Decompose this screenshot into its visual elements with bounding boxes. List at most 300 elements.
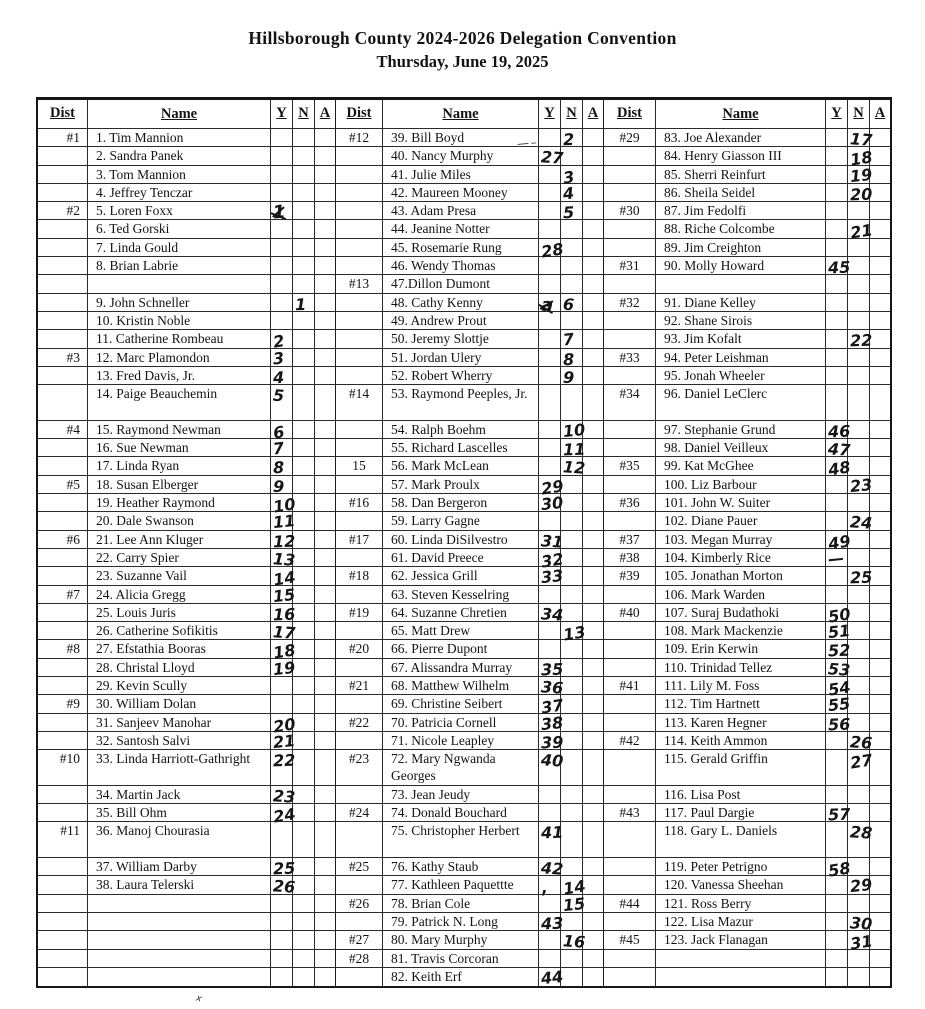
- name-text: 50. Jeremy Slottje: [391, 331, 489, 347]
- name-cell: [656, 586, 826, 603]
- name-cell: [383, 494, 539, 511]
- table-row: [604, 147, 890, 170]
- dist-text: #2: [66, 203, 80, 219]
- name-text: 35. Bill Ohm: [96, 805, 167, 821]
- handwritten-tally-n: 6: [562, 294, 575, 315]
- table-row: [604, 457, 890, 481]
- vote-n-cell: [293, 732, 315, 749]
- handwritten-tally-n: 23: [849, 474, 874, 496]
- vote-y-cell: [539, 604, 564, 625]
- vote-a-cell: [315, 421, 335, 438]
- handwritten-tally-y: 48: [826, 457, 852, 481]
- name-cell: [88, 677, 271, 694]
- vote-y-cell: [271, 367, 293, 388]
- dist-cell: [336, 695, 383, 712]
- name-cell: [88, 714, 271, 731]
- handwritten-tally-y: 8: [272, 458, 285, 478]
- vote-y-cell: [271, 421, 293, 443]
- handwritten-tally-y: 3: [271, 348, 286, 369]
- vote-n-cell: [293, 750, 315, 785]
- vote-a-cell: [583, 586, 603, 603]
- vote-y-cell: [539, 695, 565, 718]
- name-text: 17. Linda Ryan: [96, 458, 180, 474]
- vote-a-cell: [583, 677, 603, 694]
- table-row: [604, 567, 890, 588]
- vote-y-cell: [271, 184, 293, 201]
- vote-n-cell: [293, 220, 315, 237]
- vote-a-cell: [315, 129, 335, 146]
- name-text: 115. Gerald Griffin: [664, 751, 768, 767]
- name-text: 58. Dan Bergeron: [391, 495, 488, 511]
- vote-a-cell: [583, 604, 603, 621]
- vote-n-cell: [848, 622, 870, 639]
- dist-cell: [38, 166, 88, 183]
- handwritten-tally-y: 14: [271, 567, 297, 590]
- dist-text: #44: [619, 895, 640, 911]
- name-cell: [383, 202, 539, 219]
- name-cell: [383, 714, 539, 731]
- vote-a-cell: [870, 659, 890, 676]
- vote-n-cell: [293, 312, 315, 329]
- vote-n-cell: [561, 659, 583, 676]
- dist-cell: [604, 549, 656, 566]
- dist-cell: [38, 421, 88, 438]
- handwritten-tally-n: 4: [561, 183, 576, 204]
- name-cell: [88, 239, 271, 256]
- handwritten-tally-y: 26: [272, 876, 296, 898]
- dist-cell: [38, 822, 88, 857]
- table-row: [604, 312, 890, 330]
- name-text: 67. Alissandra Murray: [391, 659, 513, 675]
- vote-a-cell: [315, 549, 335, 566]
- dist-cell: [336, 732, 383, 749]
- vote-a-cell: [583, 330, 603, 347]
- dist-text: #9: [66, 696, 80, 712]
- handwritten-tally-y: 24: [271, 804, 297, 827]
- vote-a-cell: [870, 604, 890, 621]
- vote-y-cell: [826, 658, 851, 680]
- vote-n-cell: [293, 367, 315, 384]
- handwritten-tally-y: 31: [540, 530, 564, 552]
- name-text: 94. Peter Leishman: [664, 349, 769, 365]
- handwritten-tally-y: 30: [540, 492, 565, 515]
- handwritten-tally-n: 17: [849, 129, 873, 150]
- handwritten-tally-y: 15: [272, 584, 297, 606]
- name-text: 33. Linda Harriott-Gathright: [96, 751, 251, 767]
- handwritten-tally-y: 45: [827, 257, 851, 278]
- dist-text: #24: [348, 805, 370, 821]
- name-text: 26. Catherine Sofikitis: [96, 623, 218, 639]
- vote-y-cell: [539, 512, 561, 529]
- name-cell: [656, 184, 826, 201]
- vote-y-cell: [271, 494, 297, 517]
- vote-n-cell: [848, 312, 870, 329]
- name-cell: [383, 604, 539, 621]
- table-row: [604, 275, 890, 293]
- handwritten-tally-y: 43: [540, 913, 564, 934]
- name-cell: [383, 129, 539, 151]
- name-cell: [88, 220, 271, 237]
- column-header-dist: Dist: [336, 100, 383, 128]
- dist-cell: [336, 586, 383, 603]
- name-cell: [656, 895, 826, 912]
- dist-cell: [336, 439, 383, 456]
- vote-y-cell: [539, 677, 564, 698]
- name-text: 6. Ted Gorski: [96, 221, 170, 237]
- name-cell: [656, 294, 826, 311]
- dist-text: #41: [619, 678, 640, 693]
- name-cell: [656, 732, 826, 749]
- table-row: [604, 385, 890, 421]
- vote-n-cell: [293, 640, 315, 657]
- vote-y-cell: [271, 968, 293, 986]
- name-cell: [88, 822, 271, 857]
- vote-y-cell: [539, 275, 561, 292]
- name-cell: [88, 275, 271, 292]
- vote-a-cell: [583, 695, 603, 712]
- vote-n-cell: [848, 895, 870, 912]
- vote-a-cell: [870, 732, 890, 749]
- name-cell: [383, 385, 539, 420]
- dist-text: #43: [619, 805, 640, 821]
- dist-cell: [38, 367, 88, 384]
- dist-cell: [336, 129, 383, 146]
- dist-cell: [38, 714, 88, 731]
- vote-y-cell: [271, 622, 296, 643]
- vote-y-cell: [826, 257, 851, 278]
- vote-n-cell: [561, 312, 583, 329]
- dist-cell: [604, 512, 656, 529]
- dist-cell: [38, 184, 88, 201]
- dist-cell: [336, 494, 383, 511]
- dist-cell: [336, 950, 383, 967]
- handwritten-tally-y: 22: [272, 750, 296, 771]
- vote-y-cell: [826, 349, 848, 366]
- vote-n-cell: [561, 876, 587, 900]
- dist-cell: [38, 147, 88, 164]
- vote-y-cell: [539, 804, 561, 821]
- dist-cell: [604, 476, 656, 493]
- vote-y-cell: [826, 457, 852, 481]
- vote-y-cell: [826, 677, 852, 700]
- table-row: [38, 312, 335, 330]
- table-row: [336, 895, 603, 913]
- table-row: [336, 566, 603, 588]
- vote-y-cell: [539, 659, 564, 680]
- vote-n-cell: [293, 567, 315, 584]
- dist-cell: [38, 275, 88, 292]
- vote-a-cell: [583, 531, 603, 548]
- name-text: 79. Patrick N. Long: [391, 914, 498, 930]
- table-row: [38, 367, 335, 388]
- name-cell: [88, 950, 271, 967]
- table-row: [336, 220, 603, 238]
- vote-n-cell: [293, 476, 315, 493]
- handwritten-tally-y: 13: [272, 549, 296, 570]
- name-text: 81. Travis Corcoran: [391, 950, 499, 966]
- vote-n-cell: [848, 202, 870, 219]
- name-cell: [383, 512, 539, 529]
- dist-cell: [38, 294, 88, 311]
- dist-cell: [38, 330, 88, 347]
- name-cell: [383, 549, 539, 566]
- dist-text: #39: [619, 568, 640, 584]
- dist-cell: [336, 640, 383, 657]
- dist-text: #34: [619, 386, 640, 402]
- name-text: 64. Suzanne Chretien: [391, 604, 507, 620]
- vote-a-cell: [315, 640, 335, 657]
- handwritten-tally-y: 55: [827, 694, 852, 716]
- handwritten-tally-y: 47: [827, 439, 851, 460]
- dist-cell: [38, 202, 88, 219]
- table-row: [38, 385, 335, 421]
- handwritten-tally-y: 33: [540, 566, 565, 588]
- vote-n-cell: [293, 659, 315, 676]
- vote-n-cell: [561, 294, 583, 315]
- dist-cell: [604, 421, 656, 438]
- dist-cell: [38, 129, 88, 146]
- vote-n-cell: [848, 549, 870, 566]
- handwritten-tally-y: 25: [272, 858, 296, 879]
- vote-a-cell: [315, 732, 335, 749]
- name-cell: [88, 586, 271, 603]
- dist-cell: [604, 640, 656, 657]
- handwritten-tally-n: 2: [562, 129, 575, 150]
- table-row: [604, 694, 890, 716]
- vote-y-cell: [826, 166, 848, 183]
- name-cell: [88, 257, 271, 274]
- vote-n-cell: [561, 494, 583, 511]
- vote-a-cell: [315, 385, 335, 420]
- vote-y-cell: [271, 950, 293, 967]
- vote-y-cell: [271, 201, 293, 224]
- vote-n-cell: [293, 129, 315, 146]
- name-text: 75. Christopher Herbert: [391, 823, 520, 839]
- name-cell: [383, 876, 539, 893]
- name-cell: [383, 732, 539, 749]
- name-cell: [383, 804, 539, 821]
- table-row: [38, 476, 335, 497]
- handwritten-tally-y: 1: [271, 201, 287, 224]
- vote-a-cell: [315, 330, 335, 347]
- vote-n-cell: [293, 512, 315, 529]
- name-cell: [88, 385, 271, 420]
- dist-cell: [38, 439, 88, 456]
- name-text: 97. Stephanie Grund: [664, 421, 776, 437]
- vote-y-cell: [539, 895, 561, 912]
- vote-a-cell: [870, 312, 890, 329]
- vote-a-cell: [315, 239, 335, 256]
- table-row: [604, 786, 890, 804]
- dist-text: #40: [619, 604, 640, 620]
- table-group-3: [604, 100, 890, 986]
- vote-n-cell: [561, 385, 583, 420]
- name-text: 42. Maureen Mooney: [391, 184, 508, 200]
- vote-n-cell: [561, 732, 583, 749]
- handwritten-tally-y: 57: [827, 804, 851, 825]
- table-row: [604, 421, 890, 442]
- handwritten-tally-n: 24: [849, 512, 873, 534]
- handwritten-tally-y: 50: [826, 604, 852, 627]
- vote-y-cell: [826, 786, 848, 803]
- name-text: 9. John Schneller: [96, 294, 190, 310]
- vote-y-cell: [826, 586, 848, 603]
- vote-a-cell: [315, 457, 335, 474]
- vote-a-cell: [583, 968, 603, 986]
- vote-y-cell: [539, 457, 561, 474]
- handwritten-tally-n: 1: [294, 294, 307, 314]
- dist-text: #45: [619, 932, 640, 948]
- vote-a-cell: [583, 640, 603, 657]
- table-row: [336, 530, 603, 552]
- vote-y-cell: [826, 385, 848, 420]
- vote-a-cell: [315, 367, 335, 384]
- name-cell: [656, 604, 826, 621]
- vote-y-cell: [539, 950, 561, 967]
- name-cell: [383, 147, 539, 164]
- vote-a-cell: [315, 567, 335, 584]
- vote-a-cell: [870, 950, 890, 967]
- dist-cell: [604, 184, 656, 201]
- vote-a-cell: [583, 147, 603, 164]
- vote-n-cell: [293, 494, 315, 511]
- vote-a-cell: [583, 714, 603, 731]
- vote-a-cell: [870, 786, 890, 803]
- vote-y-cell: [539, 367, 561, 384]
- dist-cell: [336, 913, 383, 930]
- vote-y-cell: [271, 511, 297, 533]
- dist-text: 15: [352, 458, 366, 474]
- vote-n-cell: [293, 714, 315, 731]
- handwritten-tally-n: 3: [561, 166, 576, 188]
- vote-n-cell: [561, 183, 583, 204]
- vote-n-cell: [561, 931, 586, 953]
- handwritten-tally-y: 11: [272, 511, 297, 533]
- name-text: 82. Keith Erf: [391, 968, 462, 984]
- vote-a-cell: [870, 750, 890, 785]
- vote-y-cell: [826, 950, 848, 967]
- name-text: 38. Laura Telerski: [96, 877, 195, 893]
- vote-a-cell: [870, 494, 890, 511]
- vote-n-cell: [848, 786, 870, 803]
- vote-n-cell: [848, 913, 873, 934]
- name-cell: [383, 622, 539, 639]
- handwritten-tally-n: 31: [848, 931, 874, 954]
- handwritten-tally-n: 28: [849, 822, 873, 844]
- vote-n-cell: [293, 968, 315, 986]
- vote-n-cell: [561, 677, 583, 694]
- dist-cell: [38, 567, 88, 584]
- name-cell: [656, 349, 826, 366]
- table-row: [604, 732, 890, 753]
- name-text: 5. Loren Foxx: [96, 203, 173, 219]
- name-text: 10. Kristin Noble: [96, 312, 191, 328]
- name-text: 3. Tom Mannion: [96, 166, 186, 182]
- vote-y-cell: [826, 913, 848, 930]
- table-row: [336, 714, 603, 732]
- vote-n-cell: [293, 421, 315, 438]
- vote-a-cell: [583, 239, 603, 256]
- dist-text: #38: [619, 549, 640, 565]
- vote-n-cell: [561, 457, 586, 479]
- handwritten-tally-y: 41: [540, 823, 564, 843]
- name-cell: [88, 786, 271, 803]
- name-cell: [88, 184, 271, 201]
- vote-y-cell: [271, 385, 293, 420]
- table-row: [604, 604, 890, 627]
- vote-a-cell: [583, 732, 603, 749]
- name-text: 69. Christine Seibert: [391, 696, 503, 712]
- name-text: 112. Tim Hartnett: [664, 696, 760, 712]
- vote-n-cell: [293, 330, 315, 347]
- name-text: 28. Christal Lloyd: [96, 659, 195, 675]
- table-row: [38, 730, 335, 753]
- name-text: 93. Jim Kofalt: [664, 331, 742, 347]
- vote-y-cell: [271, 750, 296, 785]
- vote-n-cell: [293, 695, 315, 712]
- dist-cell: [336, 858, 383, 875]
- dist-text: #29: [619, 130, 640, 145]
- vote-n-cell: [848, 695, 870, 712]
- dist-cell: [336, 512, 383, 529]
- name-text: 21. Lee Ann Kluger: [96, 531, 204, 547]
- dist-text: #37: [619, 531, 640, 547]
- vote-y-cell: [271, 804, 297, 827]
- handwritten-tally-y: 58: [826, 858, 852, 881]
- name-text: 47.Dillon Dumont: [391, 276, 491, 292]
- vote-y-cell: [539, 566, 565, 588]
- name-text: 27. Efstathia Booras: [96, 641, 206, 657]
- vote-a-cell: [870, 476, 890, 493]
- name-cell: [88, 695, 271, 712]
- vote-y-cell: [539, 876, 561, 898]
- vote-y-cell: [826, 732, 848, 749]
- name-text: 2. Sandra Panek: [96, 148, 184, 164]
- name-text: 111. Lily M. Foss: [664, 678, 760, 693]
- dist-cell: [604, 822, 656, 857]
- name-text: 7. Linda Gould: [96, 239, 179, 255]
- dist-cell: [604, 147, 656, 164]
- name-cell: [383, 858, 539, 875]
- table-header-row: [604, 100, 890, 129]
- dist-cell: [604, 695, 656, 712]
- dist-text: #16: [348, 495, 370, 511]
- vote-n-cell: [848, 968, 870, 986]
- handwritten-tally-y: 36: [540, 677, 564, 698]
- name-cell: [383, 895, 539, 912]
- vote-n-cell: [848, 567, 873, 588]
- name-text: 71. Nicole Leapley: [391, 732, 495, 748]
- name-text: 103. Megan Murray: [664, 531, 773, 547]
- dist-cell: [38, 732, 88, 749]
- handwritten-tally-y: 52: [827, 641, 851, 661]
- vote-a-cell: [870, 677, 890, 694]
- vote-a-cell: [870, 184, 890, 201]
- vote-y-cell: [539, 294, 561, 317]
- table-row: [38, 895, 335, 913]
- vote-a-cell: [315, 822, 335, 857]
- vote-a-cell: [583, 439, 603, 456]
- dist-cell: [38, 494, 88, 511]
- vote-a-cell: [870, 695, 890, 712]
- name-text: 13. Fred Davis, Jr.: [96, 367, 195, 383]
- dist-cell: [604, 220, 656, 237]
- handwritten-tally-n: 8: [562, 349, 575, 369]
- dist-cell: [38, 622, 88, 639]
- vote-n-cell: [561, 512, 583, 529]
- vote-y-cell: [826, 694, 852, 716]
- name-text: 11. Catherine Rombeau: [96, 331, 224, 347]
